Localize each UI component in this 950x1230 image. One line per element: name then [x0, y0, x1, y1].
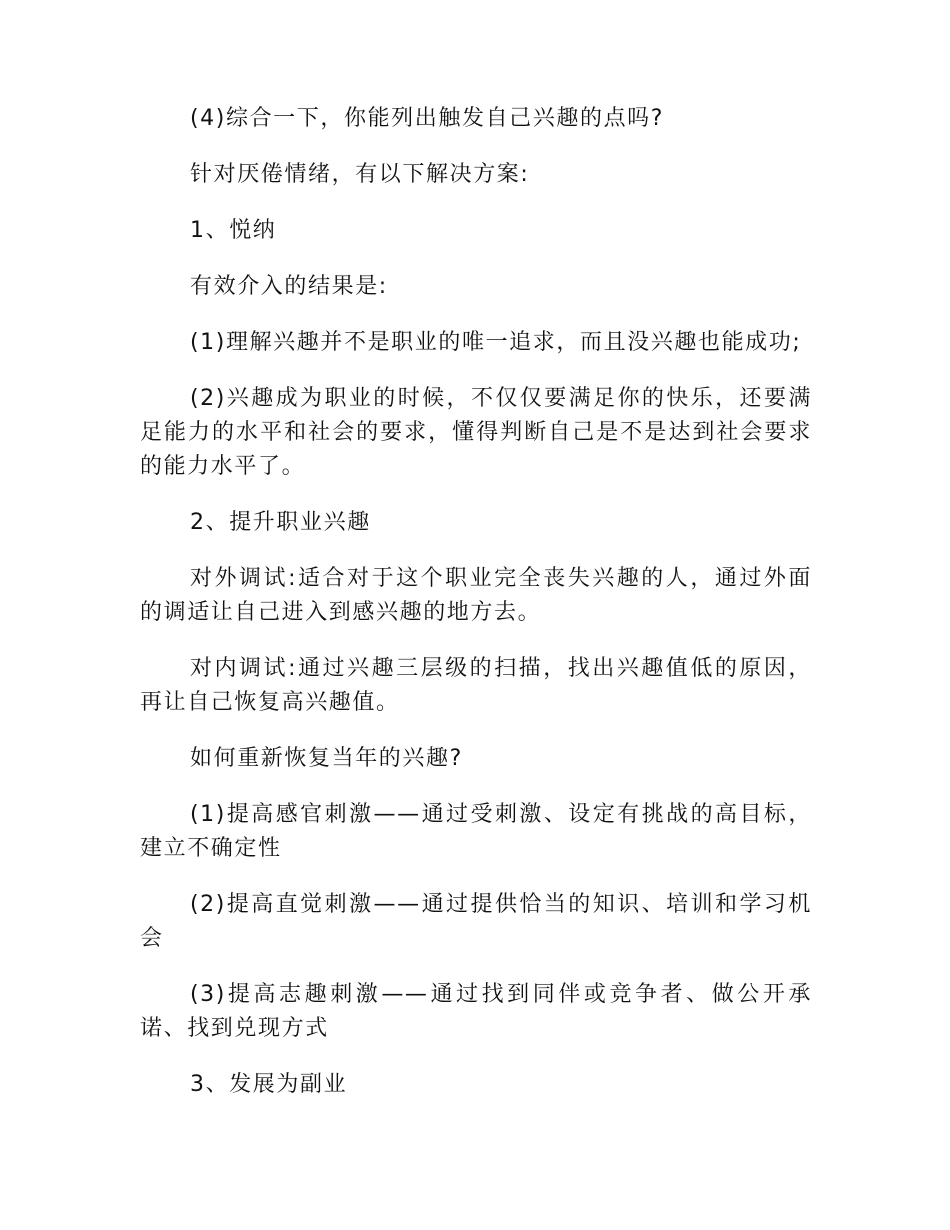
paragraph-result-intro: 有效介入的结果是:	[190, 274, 388, 299]
paragraph-question-4: (4)综合一下，你能列出触发自己兴趣的点吗?	[190, 106, 665, 131]
list-item-stimulus-2: (2)提高直觉刺激——通过提供恰当的知识、培训和学习机会	[140, 892, 812, 951]
list-item-stimulus-3: (3)提高志趣刺激——通过找到同伴或竞争者、做公开承诺、找到兑现方式	[140, 982, 812, 1041]
list-item-result-2: (2)兴趣成为职业的时候，不仅仅要满足你的快乐，还要满足能力的水平和社会的要求，懂得判断自己是不是达到社会要求的能力水平了。	[140, 386, 812, 479]
list-item-stimulus-1: (1)提高感官刺激——通过受刺激、设定有挑战的高目标，建立不确定性	[140, 802, 812, 861]
document-body	[140, 102, 812, 1124]
list-item-result-1: (1)理解兴趣并不是职业的唯一追求，而且没兴趣也能成功;	[190, 330, 802, 355]
paragraph-internal-adjustment: 对内调试:通过兴趣三层级的扫描，找出兴趣值低的原因，再让自己恢复高兴趣值。	[140, 656, 812, 715]
paragraph-solutions-intro: 针对厌倦情绪，有以下解决方案:	[190, 162, 530, 187]
paragraph-external-adjustment: 对外调试:适合对于这个职业完全丧失兴趣的人，通过外面的调适让自己进入到感兴趣的地方去。	[140, 566, 812, 625]
heading-acceptance: 1、悦纳	[190, 218, 277, 243]
heading-improve-interest: 2、提升职业兴趣	[190, 510, 371, 535]
heading-side-business: 3、发展为副业	[190, 1072, 348, 1097]
paragraph-restore-question: 如何重新恢复当年的兴趣?	[190, 746, 463, 771]
